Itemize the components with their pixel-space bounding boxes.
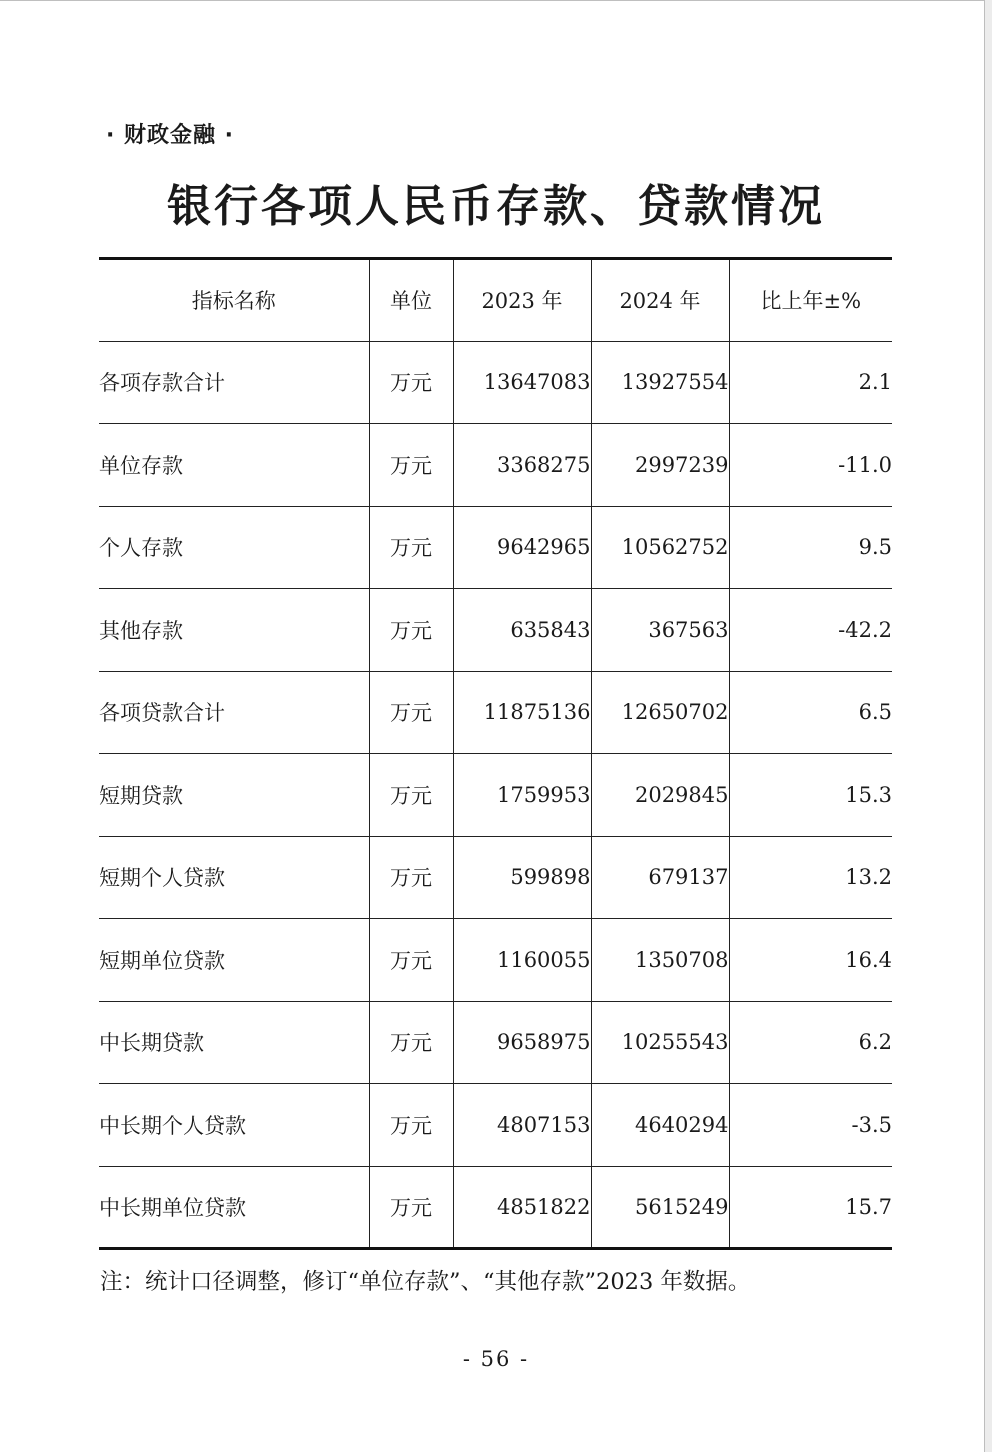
header-unit: 单位 [369,259,453,342]
row-unit: 万元 [369,836,453,919]
page-title: 银行各项人民币存款、贷款情况 [167,181,825,232]
row-value-2024: 679137 [591,836,729,919]
row-indicator-name: 短期贷款 [99,754,369,837]
row-indicator-name: 个人存款 [99,506,369,589]
row-change-percent: -3.5 [729,1084,892,1167]
page-number: - 56 - [462,1347,530,1371]
row-value-2024: 10562752 [591,506,729,589]
table-row [99,506,892,589]
row-unit: 万元 [369,589,453,672]
row-value-2023: 635843 [453,589,591,672]
row-value-2023: 9658975 [453,1001,591,1084]
row-value-2024: 5615249 [591,1166,729,1249]
row-value-2024: 10255543 [591,1001,729,1084]
row-change-percent: 13.2 [729,836,892,919]
row-change-percent: 15.3 [729,754,892,837]
row-value-2023: 3368275 [453,424,591,507]
row-indicator-name: 单位存款 [99,424,369,507]
table-body [99,341,892,1249]
row-unit: 万元 [369,506,453,589]
row-value-2023: 9642965 [453,506,591,589]
row-value-2023: 599898 [453,836,591,919]
table-row [99,836,892,919]
row-change-percent: 15.7 [729,1166,892,1249]
row-value-2023: 1160055 [453,919,591,1002]
row-value-2023: 13647083 [453,341,591,424]
footnote: 注：统计口径调整，修订“单位存款”、“其他存款”2023 年数据。 [100,1269,751,1295]
row-indicator-name: 各项存款合计 [99,341,369,424]
row-value-2024: 4640294 [591,1084,729,1167]
row-indicator-name: 中长期个人贷款 [99,1084,369,1167]
row-value-2024: 2029845 [591,754,729,837]
table-row [99,424,892,507]
row-value-2024: 367563 [591,589,729,672]
table-row [99,919,892,1002]
row-value-2023: 1759953 [453,754,591,837]
header-indicator-name: 指标名称 [99,259,369,342]
row-indicator-name: 各项贷款合计 [99,671,369,754]
row-unit: 万元 [369,1001,453,1084]
row-indicator-name: 中长期贷款 [99,1001,369,1084]
row-unit: 万元 [369,671,453,754]
table-row [99,671,892,754]
row-unit: 万元 [369,919,453,1002]
row-indicator-name: 短期个人贷款 [99,836,369,919]
row-value-2023: 4807153 [453,1084,591,1167]
table-header-row [99,259,892,342]
row-indicator-name: 短期单位贷款 [99,919,369,1002]
row-change-percent: 9.5 [729,506,892,589]
row-change-percent: 2.1 [729,341,892,424]
row-indicator-name: 中长期单位贷款 [99,1166,369,1249]
row-value-2024: 12650702 [591,671,729,754]
row-unit: 万元 [369,1084,453,1167]
header-year-2024: 2024 年 [591,259,729,342]
row-unit: 万元 [369,341,453,424]
table-row [99,341,892,424]
row-value-2024: 2997239 [591,424,729,507]
table-row [99,1166,892,1249]
row-unit: 万元 [369,754,453,837]
table-row [99,1001,892,1084]
row-value-2023: 4851822 [453,1166,591,1249]
row-change-percent: 16.4 [729,919,892,1002]
table-row [99,589,892,672]
page-top-border [0,0,992,1]
deposit-loan-table [99,257,892,1250]
row-change-percent: -11.0 [729,424,892,507]
row-indicator-name: 其他存款 [99,589,369,672]
row-unit: 万元 [369,1166,453,1249]
section-tag: · 财政金融 · [106,123,235,148]
header-change-percent: 比上年±% [729,259,892,342]
row-unit: 万元 [369,424,453,507]
row-value-2024: 13927554 [591,341,729,424]
row-change-percent: -42.2 [729,589,892,672]
row-value-2024: 1350708 [591,919,729,1002]
row-change-percent: 6.5 [729,671,892,754]
row-value-2023: 11875136 [453,671,591,754]
header-year-2023: 2023 年 [453,259,591,342]
row-change-percent: 6.2 [729,1001,892,1084]
table-row [99,754,892,837]
table-row [99,1084,892,1167]
